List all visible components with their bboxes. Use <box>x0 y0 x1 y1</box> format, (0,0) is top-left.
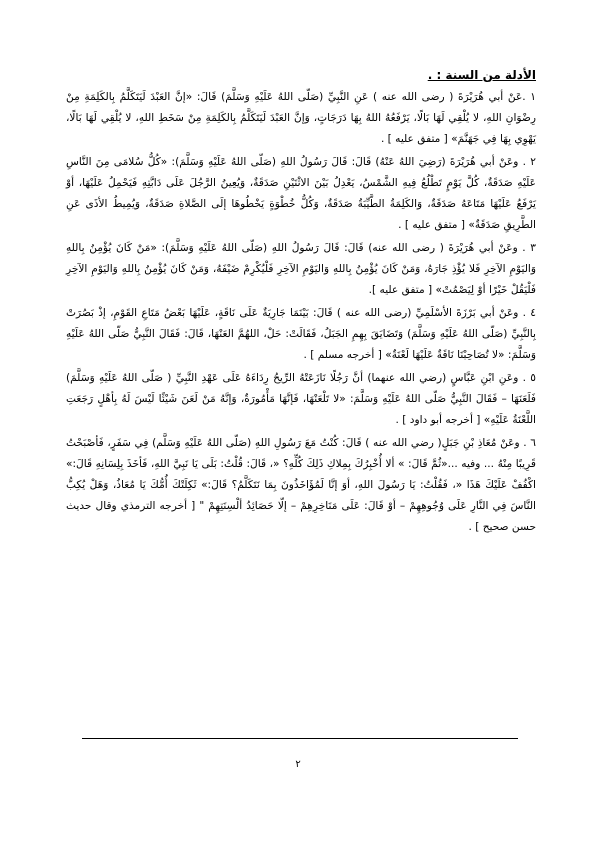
hadith-paragraph-2: ٢ . وعَنْ أبي هُرَيْرَةَ (رَضِيَ اللهُ عَنْهُ) قَالَ: قَالَ رَسُولُ اللهِ (صَلّى اللهُ عَلَيْهِ وَسَلَّمَ): «كُلُّ سُلامَى مِنَ النَّاسِ عَلَيْهِ صَدَقَةٌ، كُلَّ يَوْمٍ تَطْلُعُ فِيهِ الشَّمْسُ، يَعْدِلُ بَيْنَ الاثْنَيْنِ صَدَقَةٌ، وَيُعِينُ الرَّجُلَ عَلَى دَابَّتِهِ فَيَحْمِلُ عَلَيْهَا، أوْ يَرْفَعُ عَلَيْهَا مَتَاعَهُ صَدَقَةٌ، وَالكَلِمَةُ الطَّيِّبَةُ صَدَقَةٌ، وَكُلُّ خُطْوَةٍ يَخْطُوهَا إلَى الصَّلاةِ صَدَقَةٌ، وَيُمِيطُ الأذَى عَنِ الطَّرِيقِ صَدَقَةٌ» [ متفق عليه ] . <box>66 156 536 231</box>
hadith-paragraph-6: ٦ . وعَنْ مُعَاذِ بْنِ جَبَلٍ( رضي الله عنه ) قَالَ: كُنْتُ مَعَ رَسُولِ اللهِ (صَلّى اللهُ عَلَيْهِ وَسَلَّم) فِي سَفَرٍ، فَأصْبَحْتُ قَرِيبًا مِنْهُ ... وفيه ...«ثُمَّ قَالَ: » ألا أُخْبِرُكَ بِمِلاكِ ذَلِكَ كُلِّهِ؟ «، قَالَ: قُلْتُ: بَلَى يَا نَبِيَّ اللهِ، فَأخَذَ بِلِسَانِهِ قَالَ:» اكْفُفْ عَلَيْكَ هَذَا «، فَقُلْتُ: يَا رَسُولَ اللهِ، أوَ إنَّا لَمُؤَاخَذُونَ بِمَا نَتَكَلَّمُ؟ قَالَ:» ثَكِلَتْكَ أُمُّكَ يَا مُعَاذُ، وَهَلْ يُكِبُّ النَّاسَ فِي النَّارِ عَلَى وُجُوهِهِمْ – أوْ قَالَ: عَلَى مَنَاخِرِهِمْ – إلّا حَصَائِدُ ألْسِنَتِهِمْ " [ أخرجه الترمذي وقال حديث حسن صحيح ] . <box>66 437 536 533</box>
hadith-paragraph-5: ٥ . وعَنِ ابْنِ عَبَّاسٍ (رضي الله عنهما) أنَّ رَجُلًا نَازَعَتْهُ الرِّيحُ رِدَاءَهُ عَلَى عَهْدِ النَّبِيِّ ( صَلّى اللهُ عَلَيْهِ وَسَلَّمَ) فَلَعَنَهَا – فَقَالَ النَّبِيُّ صَلّى اللهُ عَلَيْهِ وَسَلَّمَ: «لا تَلْعَنْهَا، فَإنَّهَا مَأْمُورَةٌ، وَإنَّهُ مَنْ لَعَنَ شَيْئًا لَيْسَ لَهُ بِأهْلٍ رَجَعَتِ اللَّعْنَةُ عَلَيْهِ» [ أخرجه أبو داود ] . <box>66 372 536 426</box>
footer-divider <box>82 738 518 739</box>
page-content <box>66 66 536 540</box>
section-heading: الأدلة من السنة : . <box>427 68 536 82</box>
hadith-paragraph-4: ٤ . وعَنْ أبي بَرْزَةَ الأسْلَمِيِّ (رضى الله عنه ) قَالَ: بَيْنَمَا جَارِيَةٌ عَلَى نَاقَةٍ، عَلَيْهَا بَعْضُ مَتَاعِ القَوْمِ، إذْ بَصُرَتْ بِالنَّبِيِّ (صَلّى اللهُ عَلَيْهِ وَسَلَّمَ) وَتَضَايَقَ بِهِمِ الجَبَلُ، فَقَالَتْ: حَلْ، اللهُمَّ العَنْهَا، قَالَ: فَقَالَ النَّبِيُّ صَلّى اللهُ عَلَيْهِ وَسَلَّمَ: «لا تُصَاحِبْنَا نَاقَةٌ عَلَيْهَا لَعْنَةٌ» [ أخرجه مسلم ] . <box>66 307 536 361</box>
page-number: ٢ <box>295 759 301 770</box>
hadith-paragraph-1: ١ .عَنْ أبي هُرَيْرَةَ ( رضى الله عنه ) عَنِ النَّبِيِّ (صَلّى اللهُ عَلَيْهِ وَسَلَّمَ) قَالَ: «إنَّ العَبْدَ لَيَتَكَلَّمُ بِالكَلِمَةِ مِنْ رِضْوَانِ اللهِ، لا يُلْقِي لَهَا بَالًا، يَرْفَعُهُ اللهُ بِهَا دَرَجَاتٍ، وَإنَّ العَبْدَ لَيَتَكَلَّمُ بِالكَلِمَةِ مِنْ سَخَطِ اللهِ، لا يُلْقِي لَهَا بَالًا، يَهْوِي بِهَا فِي جَهَنَّمَ» [ متفق عليه ] . <box>66 91 536 145</box>
hadith-paragraph-3: ٣ . وعَنْ أبي هُرَيْرَةَ ( رضى الله عنه) قَالَ: قَالَ رَسُولُ اللهِ (صَلّى اللهُ عَلَيْهِ وَسَلَّمَ): «مَنْ كَانَ يُؤْمِنُ بِاللهِ وَاليَوْمِ الآخِرِ فَلا يُؤْذِ جَارَهُ، وَمَنْ كَانَ يُؤْمِنُ بِاللهِ وَاليَوْمِ الآخِرِ فَلْيُكْرِمْ ضَيْفَهُ، وَمَنْ كَانَ يُؤْمِنُ بِاللهِ وَاليَوْمِ الآخِرِ فَلْيَقُلْ خَيْرًا أوْ لِيَصْمُتْ» [ متفق عليه ]. <box>66 242 536 296</box>
